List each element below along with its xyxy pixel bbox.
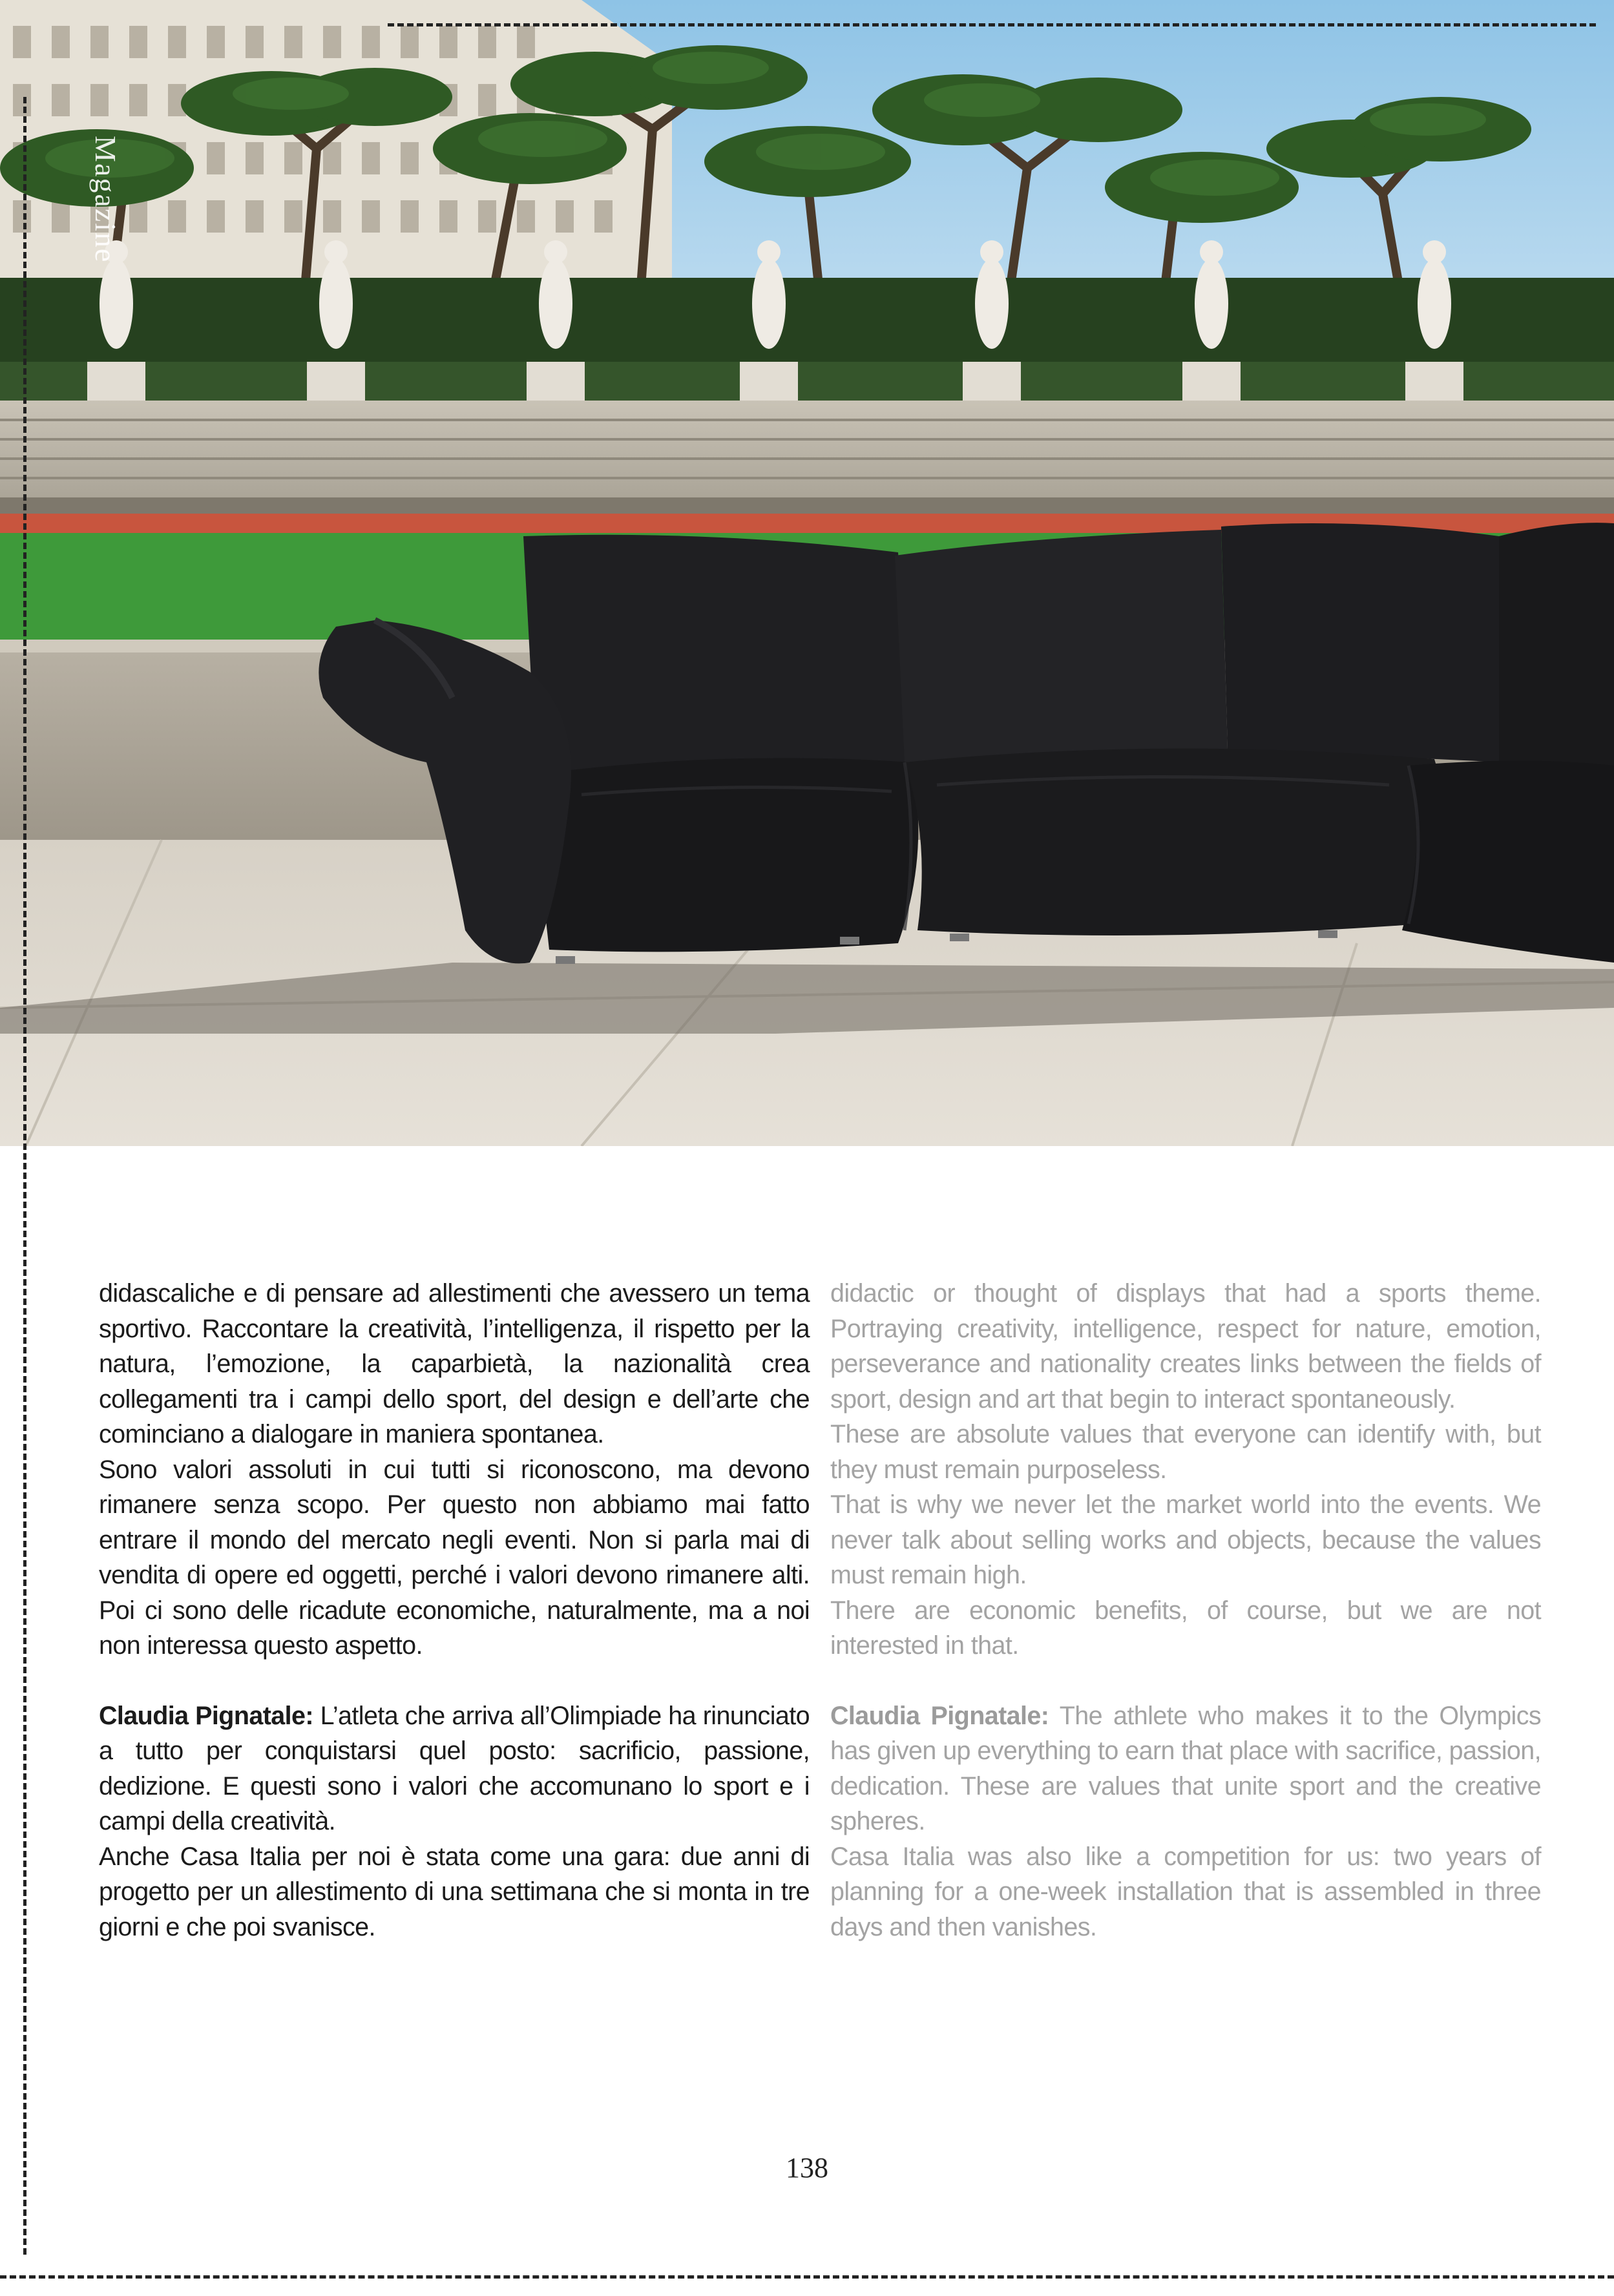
english-paragraph-4: There are economic benefits, of course, but we are not interested in that. [830, 1596, 1541, 1660]
crop-mark-top [388, 23, 1596, 26]
page-number: 138 [786, 2152, 828, 2184]
english-paragraph-5 [830, 1698, 1541, 1839]
english-paragraph-3: That is why we never let the market world into the events. We never talk about selling works and objects, because the values must remain high. [830, 1490, 1541, 1589]
italian-paragraph-3-text: L’atleta che arriva all’Olimpiade ha rinunciato a tutto per conquistarsi quel posto: sacrificio, passione, dedizione. E questi sono i valori che accomunano lo sport e i campi della creatività. [99, 1701, 810, 1835]
hero-photo [0, 0, 1614, 1146]
english-paragraph-6: Casa Italia was also like a competition for us: two years of planning for a one-week installation that is assembled in three days and then vanishes. [830, 1842, 1541, 1941]
crop-mark-bottom [0, 2275, 1614, 2279]
english-paragraph-2: These are absolute values that everyone can identify with, but they must remain purposeless. [830, 1420, 1541, 1484]
english-paragraph-5-text: The athlete who makes it to the Olympics has given up everything to earn that place with sacrifice, passion, dedication. These are values that unite sport and the creative spheres. [830, 1701, 1541, 1835]
italian-speaker-name: Claudia Pignatale: [99, 1701, 313, 1730]
italian-paragraph-4: Anche Casa Italia per noi è stata come una gara: due anni di progetto per un allestimento di una settimana che si monta in tre giorni e che poi svanisce. [99, 1842, 810, 1941]
english-speaker-name: Claudia Pignatale: [830, 1701, 1049, 1730]
english-column [830, 1276, 1541, 1945]
crop-mark-left [23, 97, 26, 2255]
italian-column [99, 1276, 810, 1945]
italian-paragraph-2: Sono valori assoluti in cui tutti si riconoscono, ma devono rimanere senza scopo. Per questo non abbiamo mai fatto entrare il mondo del mercato negli eventi. Non si parla mai di vendita di opere ed oggetti, perché i valori devono rimanere alti. Poi ci sono delle ricadute economiche, naturalmente, ma a noi non interessa questo aspetto. [99, 1455, 810, 1660]
italian-paragraph-1: didascaliche e di pensare ad allestimenti che avessero un tema sportivo. Raccontare la creatività, l’intelligenza, il rispetto per la natura, l’emozione, la caparbietà, la nazionalità crea collegamenti tra i campi dello sport, del design e dell’arte che cominciano a dialogare in maniera spontanea. [99, 1279, 810, 1448]
italian-paragraph-3 [99, 1698, 810, 1839]
magazine-side-tag: Magazine [89, 136, 122, 264]
english-paragraph-1: didactic or thought of displays that had a sports theme. Portraying creativity, intelligence, respect for nature, emotion, perseverance and nationality creates links between the fields of sport, design and art that begin to interact spontaneously. [830, 1279, 1541, 1414]
